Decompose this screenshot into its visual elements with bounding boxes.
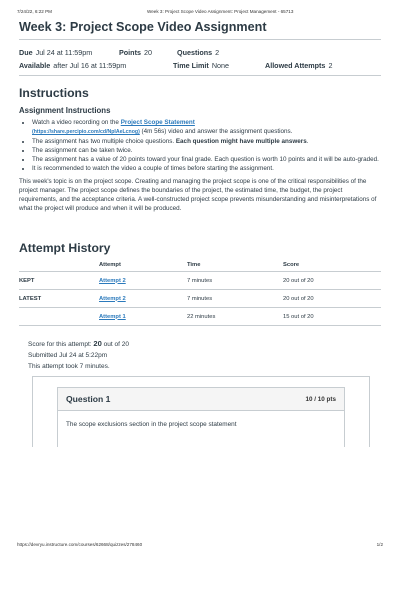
- instructions-list: [19, 118, 381, 173]
- percipio-url-link[interactable]: (https://share.percipio.com/cd/NpIAeLcnog): [32, 129, 140, 135]
- table-row: [19, 290, 381, 308]
- score-summary: [28, 338, 381, 372]
- page-title: Week 3: Project Scope Video Assignment: [19, 20, 381, 40]
- table-row: [19, 308, 381, 326]
- attempt-time: 7 minutes: [187, 290, 283, 308]
- instructions-heading: Instructions: [19, 86, 89, 100]
- submitted-line: Submitted Jul 24 at 5:22pm: [28, 352, 108, 359]
- print-page-number: 1/2: [376, 542, 383, 547]
- allowed-attempts: Allowed Attempts 2: [265, 61, 333, 70]
- main-content: [19, 20, 381, 447]
- column-header: Attempt: [99, 259, 187, 272]
- list-item: • The assignment has a value of 20 points toward your final grade. Each question is worth 10 points and it will be auto-graded.: [32, 155, 381, 164]
- row-label: [19, 308, 99, 326]
- attempt-time: 22 minutes: [187, 308, 283, 326]
- attempt-score: 20 out of 20: [283, 272, 381, 290]
- attempt-time: 7 minutes: [187, 272, 283, 290]
- list-item: • It is recommended to watch the video a couple of times before starting the assignment.: [32, 164, 381, 173]
- column-header: Time: [187, 259, 283, 272]
- column-header: Score: [283, 259, 381, 272]
- list-item: • The assignment has two multiple choice questions. Each question might have multiple answers.: [32, 137, 381, 146]
- table-header-row: [19, 259, 381, 272]
- print-doc-title: Week 3: Project Scope Video Assignment: Project Management - 65713: [147, 9, 294, 14]
- table-row: [19, 272, 381, 290]
- project-scope-statement-link[interactable]: Project Scope Statement: [120, 119, 195, 126]
- row-label: KEPT: [19, 272, 99, 290]
- attempt-history-table: [19, 259, 381, 326]
- question-text: The scope exclusions section in the project scope statement: [57, 411, 345, 447]
- attempt-link[interactable]: Attempt 1: [99, 313, 126, 320]
- time-limit: Time Limit None: [173, 61, 229, 70]
- quiz-meta-row-1: [19, 46, 381, 59]
- attempt-score-line: Score for this attempt: 20 out of 20: [28, 339, 129, 348]
- question-header: [57, 387, 345, 411]
- question-points: 10 / 10 pts: [305, 395, 336, 403]
- list-item: • Watch a video recording on the Project Scope Statement (https://share.percipio.com/cd/NpIAeLcnog) (4m 56s) video and answer the assignment questions.: [32, 118, 381, 137]
- question-name: Question 1: [66, 394, 111, 404]
- row-label: LATEST: [19, 290, 99, 308]
- topic-paragraph: This week's topic is on the project scope. Creating and managing the project scope is one of the critical responsibilities of the project manager. The project scope defines the boundaries of the project, the estimated time, the budget, the project requirements, and the acceptance criteria. A well-constructed project scope prevents misunderstanding and misinterpretations of what the project will produce and when it will be produced.: [19, 178, 377, 212]
- pdf-header: [17, 9, 383, 14]
- list-item: • The assignment can be taken twice.: [32, 146, 381, 155]
- print-url: https://devryu.instructure.com/courses/62668/quizzes/278460: [17, 542, 143, 547]
- meta-divider: [19, 75, 381, 76]
- attempt-score: 20 out of 20: [283, 290, 381, 308]
- duration-line: This attempt took 7 minutes.: [28, 363, 110, 370]
- available-date: Available after Jul 16 at 11:59pm: [19, 61, 127, 70]
- attempt-history-heading: Attempt History: [19, 241, 111, 255]
- assignment-instructions-heading: Assignment Instructions: [19, 106, 111, 115]
- print-datetime: 7/24/22, 6:22 PM: [17, 9, 52, 14]
- column-header: [19, 259, 99, 272]
- pdf-footer: [17, 542, 383, 547]
- question-container: [32, 376, 370, 447]
- due-date: Due Jul 24 at 11:59pm: [19, 48, 93, 57]
- points: Points 20: [119, 48, 152, 57]
- questions-count: Questions 2: [177, 48, 220, 57]
- quiz-meta-row-2: [19, 59, 381, 72]
- attempt-score: 15 out of 20: [283, 308, 381, 326]
- attempt-score-value: 20: [93, 339, 102, 348]
- attempt-link[interactable]: Attempt 2: [99, 295, 126, 302]
- attempt-link[interactable]: Attempt 2: [99, 277, 126, 284]
